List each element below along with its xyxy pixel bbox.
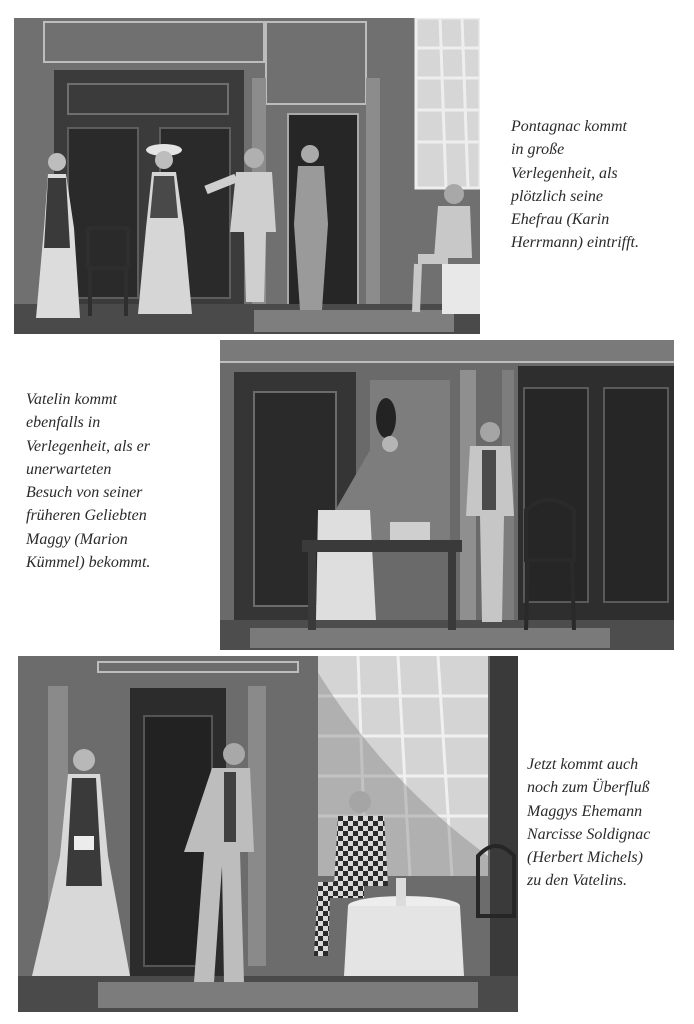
caption-line: unerwarteten xyxy=(26,460,112,478)
caption-line: plötzlich seine xyxy=(511,187,603,205)
stage-photo-2 xyxy=(220,340,674,650)
caption-line: Maggy (Marion xyxy=(26,530,128,548)
stage-photo-1 xyxy=(14,18,480,334)
caption-line: früheren Geliebten xyxy=(26,507,147,525)
caption-line: in große xyxy=(511,141,565,159)
caption-line: Jetzt kommt auch xyxy=(527,756,639,773)
caption-line: ebenfalls in xyxy=(26,414,101,432)
caption-line: Verlegenheit, als er xyxy=(26,437,150,455)
caption-line: Narcisse Soldignac xyxy=(527,825,651,843)
scene-caption-3 xyxy=(527,753,650,893)
scene-caption-2 xyxy=(26,388,150,574)
caption-line: Herrmann) eintrifft. xyxy=(511,234,639,252)
stage-photo-3 xyxy=(18,656,518,1012)
caption-line: Pontagnac kommt xyxy=(511,118,627,135)
caption-line: noch zum Überfluß xyxy=(527,779,650,797)
caption-line: Verlegenheit, als xyxy=(511,164,618,182)
caption-line: Besuch von seiner xyxy=(26,484,143,502)
caption-line: Kümmel) bekommt. xyxy=(26,554,151,572)
caption-line: Vatelin kommt xyxy=(26,391,118,408)
scene-caption-1 xyxy=(511,115,639,255)
caption-line: (Herbert Michels) xyxy=(527,849,643,867)
caption-line: Maggys Ehemann xyxy=(527,802,643,820)
caption-line: Ehefrau (Karin xyxy=(511,211,610,229)
caption-line: zu den Vatelins. xyxy=(527,872,627,890)
